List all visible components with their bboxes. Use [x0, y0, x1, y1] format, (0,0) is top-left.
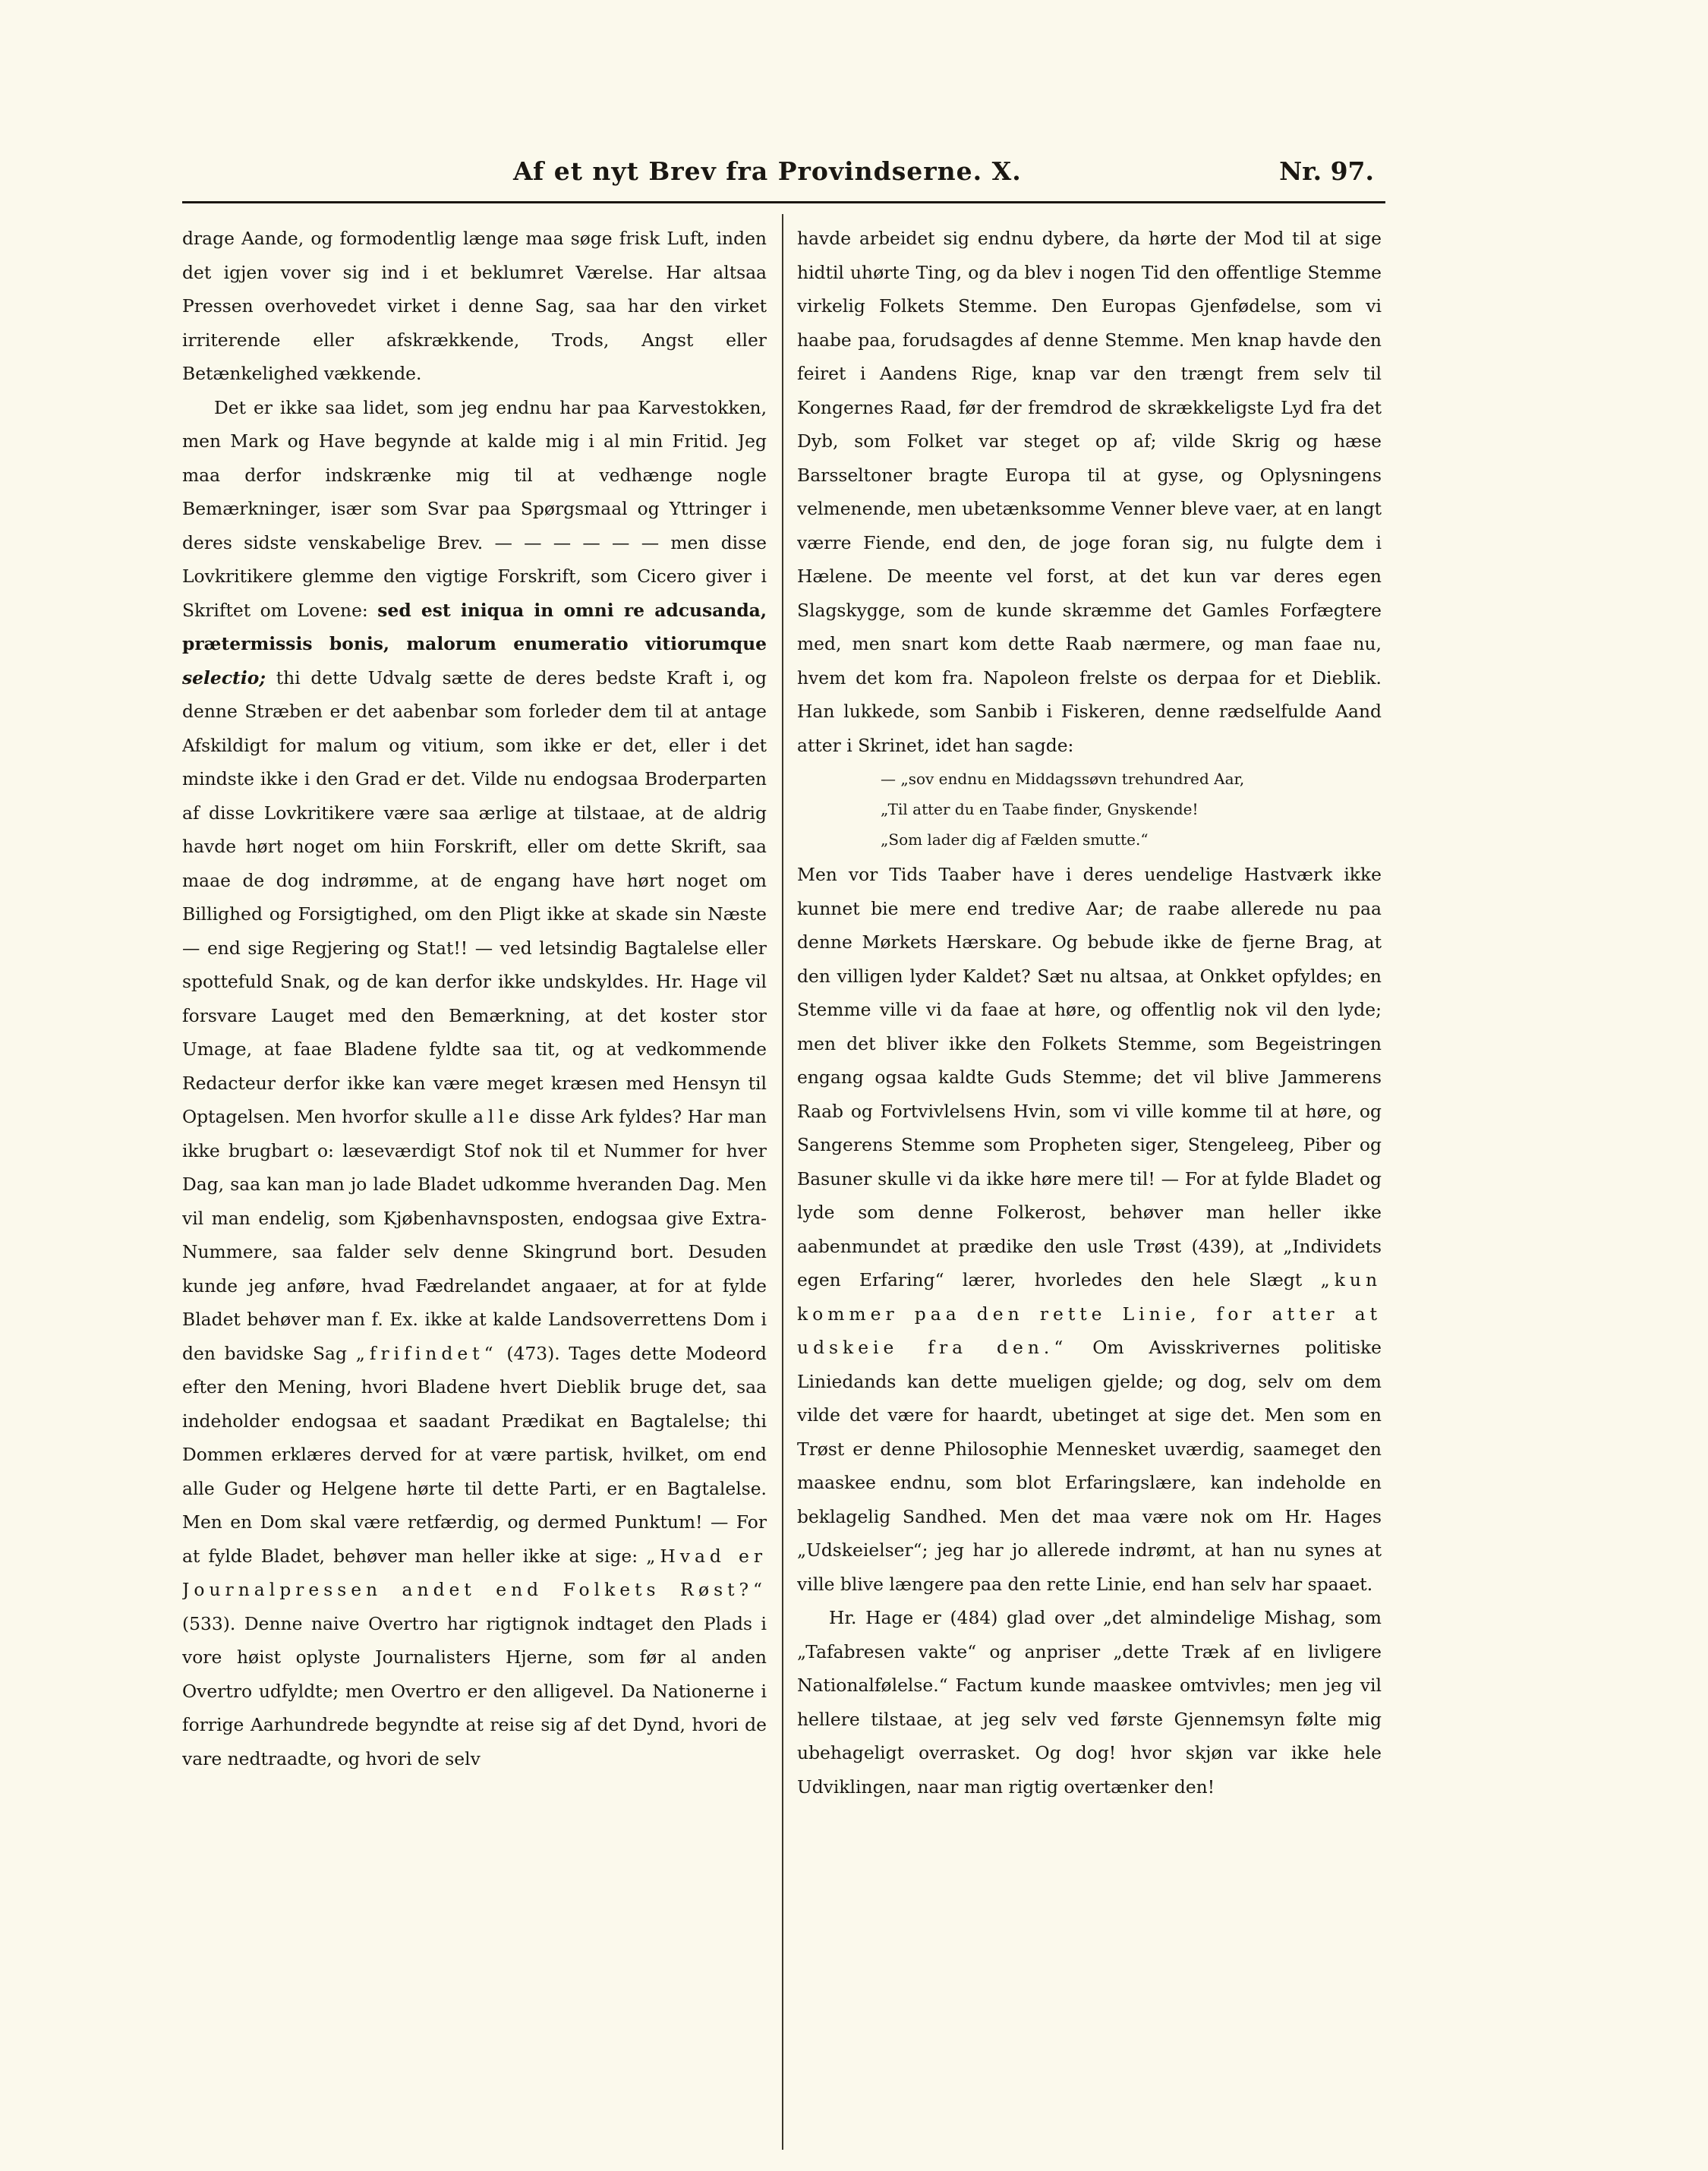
verse-line: „Til atter du en Taabe finder, Gnyskende!: [881, 800, 1199, 818]
page-header: [0, 152, 1708, 197]
paragraph-text: Det er ikke saa lidet, som jeg endnu har paa Karvestokken, men Mark og Have begynde at kalde mig i al min Fritid. Jeg maa derfor indskrænke mig til at vedhænge nogle Bemærkninger, især som Svar paa Spørgsmaal og Yttringer i deres sidste venskabelige Brev. — — — — — — men disse Lovkritikere glemme den vigtige Forskrift, som Cicero giver i Skriftet om Lovene:: [182, 396, 767, 621]
running-title: Af et nyt Brev fra Provindserne. X.: [513, 156, 1022, 186]
spaced-quote: „kun kommer paa den rette Linie, for atter at udskeie fra den.“: [797, 1269, 1382, 1358]
spaced-word: alle: [473, 1106, 524, 1127]
header-rule: [182, 201, 1385, 203]
verse-quote: [797, 764, 1382, 855]
paragraph: drage Aande, og formodentlig længe maa søge frisk Luft, inden det igjen vover sig ind i et beklumret Værelse. Har altsaa Pressen overhovedet virket i denne Sag, saa har den virket irriterende eller afskrækkende, Trods, Angst eller Betænkelighed vækkende.: [182, 228, 767, 384]
paragraph-text: thi dette Udvalg sætte de deres bedste Kraft i, og denne Stræben er det aabenbar som forleder dem til at antage Afskildigt for malum og vitium, som ikke er det, eller i det mindste ikke i den Grad er det. Vilde nu endogsaa Broderparten af disse Lovkritikere være saa ærlige at tilstaae, at de aldrig havde hørt noget om hiin Forskrift, eller om dette Skrift, saa maae de dog indrømme, at de engang have hørt noget om Billighed og Forsigtighed, om den Pligt ikke at skade sin Næste — end sige Regjering og Stat!! — ved letsindig Bagtalelse eller spottefuld Snak, og de kan derfor ikke undskyldes. Hr. Hage vil forsvare Lauget med den Bemærkning, at det koster stor Umage, at faae Bladene fyldte saa tit, og at vedkommende Redacteur derfor ikke kan være meget kræsen med Hensyn til Optagelsen. Men hvorfor skulle: [182, 666, 767, 1127]
verse-line: — „sov endnu en Middagssøvn trehundred Aar,: [881, 770, 1245, 788]
paragraph: Hr. Hage er (484) glad over „det almindelige Mishag, som „Tafabresen vakte“ og anpriser „dette Træk af en livligere Nationalfølelse.“ Factum kunde maaskee omtvivles; men jeg vil hellere tilstaae, at jeg selv ved første Gjennemsyn følte mig ubehageligt overrasket. Og dog! hvor skjøn var ikke hele Udviklingen, naar man rigtig overtænker den!: [797, 1607, 1382, 1798]
paragraph-text: Men vor Tids Taaber have i deres uendelige Hastværk ikke kunnet bie mere end tredive Aar; de raabe allerede nu paa denne Mørkets Hærskare. Og bebude ikke de fjerne Brag, at den villigen lyder Kaldet? Sæt nu altsaa, at Onkket opfyldes; en Stemme ville vi da faae at høre, og offentlig nok vil den lyde; men det bliver ikke den Folkets Stemme, som Begeistringen engang ogsaa kaldte Guds Stemme; det vil blive Jammerens Raab og Fortvivlelsens Hvin, som vi ville komme til at høre, og Sangerens Stemme som Propheten siger, Stengeleeg, Piber og Basuner skulle vi da ikke høre mere til! — For at fylde Bladet og lyde som denne Folkerost, behøver man heller ikke aabenmundet at prædike den usle Trøst (439), at „Individets egen Erfaring“ lærer, hvorledes den hele Slægt: [797, 864, 1382, 1290]
verse-line: „Som lader dig af Fælden smutte.“: [881, 830, 1149, 849]
latin-quote-emphasis: selectio;: [182, 666, 266, 688]
latin-quote: sed est iniqua in omni re adcusanda, prætermissis bonis, malorum enumeratio vitiorumque: [182, 599, 767, 654]
paragraph-text: (473). Tages dette Modeord efter den Mening, hvori Bladene hvert Dieblik bruge det, saa indeholder endogsaa et saadant Prædikat en Bagtalelse; thi Dommen erklæres derved for at være partisk, hvilket, om end alle Guder og Helgene hørte til dette Parti, er en Bagtalelse. Men en Dom skal være retfærdig, og dermed Punktum! — For at fylde Bladet, behøver man heller ikke at sige:: [182, 1342, 767, 1567]
paragraph: [797, 858, 1382, 1601]
paragraph: [182, 391, 767, 1776]
issue-number: Nr. 97.: [1279, 156, 1374, 186]
paragraph-text: disse Ark fyldes? Har man ikke brugbart o: læseværdigt Stof nok til et Nummer for hver Dag, saa kan man jo lade Bladet udkomme hveranden Dag. Men vil man endelig, som Kjøbenhavnsposten, endogsaa give Extra-Nummere, saa falder selv denne Skingrund bort. Desuden kunde jeg anføre, hvad Fædrelandet angaaer, at for at fylde Bladet behøver man f. Ex. ikke at kalde Landsoverrettens Dom i den bavidske Sag: [182, 1106, 767, 1364]
left-column: [182, 222, 767, 2146]
spaced-quote: „Hvad er Journalpressen andet end Folkets Røst?“: [182, 1545, 767, 1600]
column-divider: [782, 214, 783, 2150]
paragraph-text: (533). Denne naive Overtro har rigtignok indtaget den Plads i vore høist oplyste Journalisters Hjerne, som før al anden Overtro udfyldte; men Overtro er den alligevel. Da Nationerne i forrige Aarhundrede begyndte at reise sig af det Dynd, hvori de vare nedtraadte, og hvori de selv: [182, 1612, 767, 1769]
right-column: [797, 222, 1382, 2146]
spaced-word: „frifindet“: [355, 1342, 498, 1364]
paragraph: havde arbeidet sig endnu dybere, da hørte der Mod til at sige hidtil uhørte Ting, og da blev i nogen Tid den offentlige Stemme virkelig Folkets Stemme. Den Europas Gjenfødelse, som vi haabe paa, forudsagdes af denne Stemme. Men knap havde den feiret i Aandens Rige, knap var den trængt frem selv til Kongernes Raad, før der fremdrod de skrækkeligste Lyd fra det Dyb, som Folket var steget op af; vilde Skrig og hæse Barsseltoner bragte Europa til at gyse, og Oplysningens velmenende, men ubetænksomme Venner bleve vaer, at en langt værre Fiende, end den, de joge foran sig, nu fulgte dem i Hælene. De meente vel forst, at det kun var deres egen Slagskygge, som de kunde skræmme det Gamles Forfægtere med, men snart kom dette Raab nærmere, og man faae nu, hvem det kom fra. Napoleon frelste os derpaa for et Dieblik. Han lukkede, som Sanbib i Fiskeren, denne rædselfulde Aand atter i Skrinet, idet han sagde:: [797, 228, 1382, 756]
paragraph-text: Om Avisskrivernes politiske Liniedands kan dette mueligen gjelde; og dog, selv om dem vilde det være for haardt, ubetinget at sige det. Men som en Trøst er denne Philosophie Mennesket uværdig, saameget den maaskee endnu, som blot Erfaringslære, kan indeholde en beklagelig Sandhed. Men det maa være nok om Hr. Hages „Udskeielser“; jeg har jo allerede indrømt, at han nu synes at ville blive længere paa den rette Linie, end han selv har spaaet.: [797, 1337, 1382, 1595]
